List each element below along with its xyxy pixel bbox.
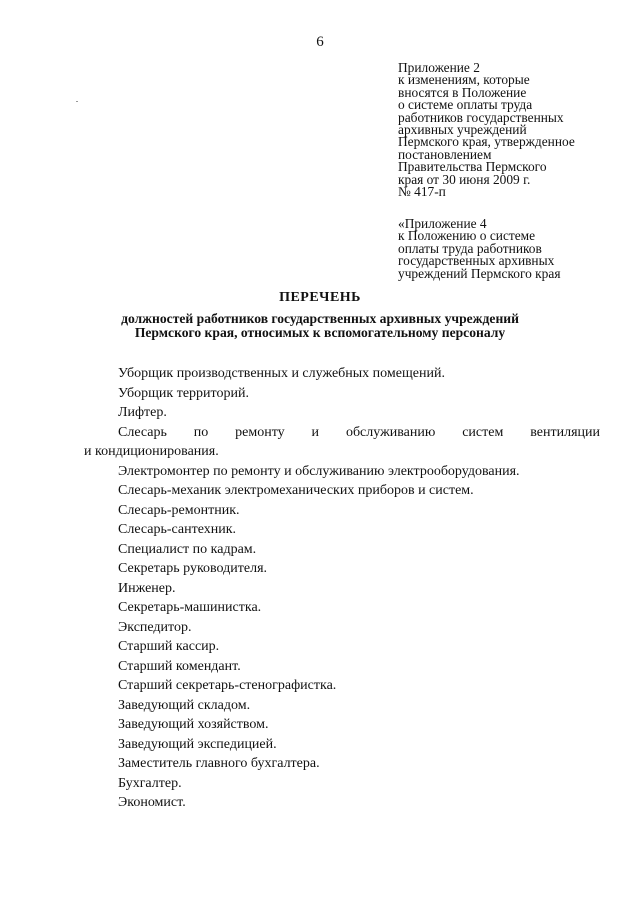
annex-line: края от 30 июня 2009 г.: [398, 171, 531, 187]
scan-speck: [76, 101, 78, 102]
position-item: Слесарь-сантехник.: [118, 522, 237, 537]
annex-quoted-line: оплаты труда работников: [398, 240, 542, 256]
position-item: Лифтер.: [118, 405, 167, 420]
annex-quoted-line: государственных архивных: [398, 253, 555, 269]
word: по: [193, 424, 209, 440]
word: обслуживанию: [345, 424, 436, 440]
annex-quoted-line: «Приложение 4: [398, 216, 487, 231]
position-item: Заведующий хозяйством.: [118, 717, 269, 732]
position-item: Секретарь-машинистка.: [118, 600, 262, 615]
word: вентиляции: [530, 424, 600, 440]
position-item: Уборщик территорий.: [118, 385, 249, 401]
position-item: Экспедитор.: [118, 619, 192, 635]
subtitle-line-1: должностей работников государственных архивных учреждений: [121, 311, 519, 326]
position-item: Старший комендант.: [118, 658, 241, 674]
position-item: Секретарь руководителя.: [118, 561, 268, 576]
position-item: Слесарь-ремонтник.: [118, 502, 240, 518]
annex-line: архивных учреждений: [398, 122, 527, 138]
annex-line: № 417-п: [398, 184, 446, 200]
position-item: Инженер.: [118, 580, 176, 596]
document-title: ПЕРЕЧЕНЬ: [279, 290, 361, 305]
annex-quoted-header: [398, 218, 628, 280]
position-item: Старший кассир.: [118, 639, 220, 654]
annex-line: Приложение 2: [398, 60, 480, 75]
position-item-justified: [84, 423, 600, 443]
position-item: Заведующий экспедицией.: [118, 736, 277, 752]
position-item: Заместитель главного бухгалтера.: [118, 756, 320, 771]
annex-line: работников государственных: [398, 109, 564, 125]
annex-line: постановлением: [398, 146, 492, 162]
position-item: Электромонтер по ремонту и обслуживанию электрооборудования.: [118, 463, 520, 479]
annex-line: вносятся в Положение: [398, 84, 527, 100]
subtitle-line-2: Пермского края, относимых к вспомогательному персоналу: [134, 325, 506, 340]
annex-quoted-line: учреждений Пермского края: [398, 265, 561, 281]
annex-line: о системе оплаты труда: [398, 97, 533, 113]
annex-line: Пермского края, утвержденное: [398, 134, 575, 150]
word: и: [311, 424, 320, 440]
page-number: 6: [316, 34, 324, 50]
annex-line: к изменениям, которые: [398, 72, 530, 88]
document-subtitle: [0, 312, 640, 340]
annex-header: [398, 62, 628, 198]
position-item: Бухгалтер.: [118, 775, 182, 791]
position-item: Уборщик производственных и служебных помещений.: [118, 366, 445, 381]
positions-list: [84, 364, 600, 813]
position-item: Старший секретарь-стенографистка.: [118, 678, 337, 693]
position-item: Экономист.: [118, 795, 186, 810]
annex-line: Правительства Пермского: [398, 159, 547, 175]
word: Слесарь: [118, 424, 167, 440]
word: ремонту: [235, 424, 285, 440]
position-item: Слесарь-механик электромеханических приборов и систем.: [118, 483, 474, 498]
position-item: Заведующий складом.: [118, 697, 251, 713]
position-item-continuation: и кондиционирования.: [84, 444, 219, 459]
word: систем: [462, 424, 504, 440]
position-item: Специалист по кадрам.: [118, 541, 257, 557]
annex-quoted-line: к Положению о системе: [398, 228, 536, 244]
